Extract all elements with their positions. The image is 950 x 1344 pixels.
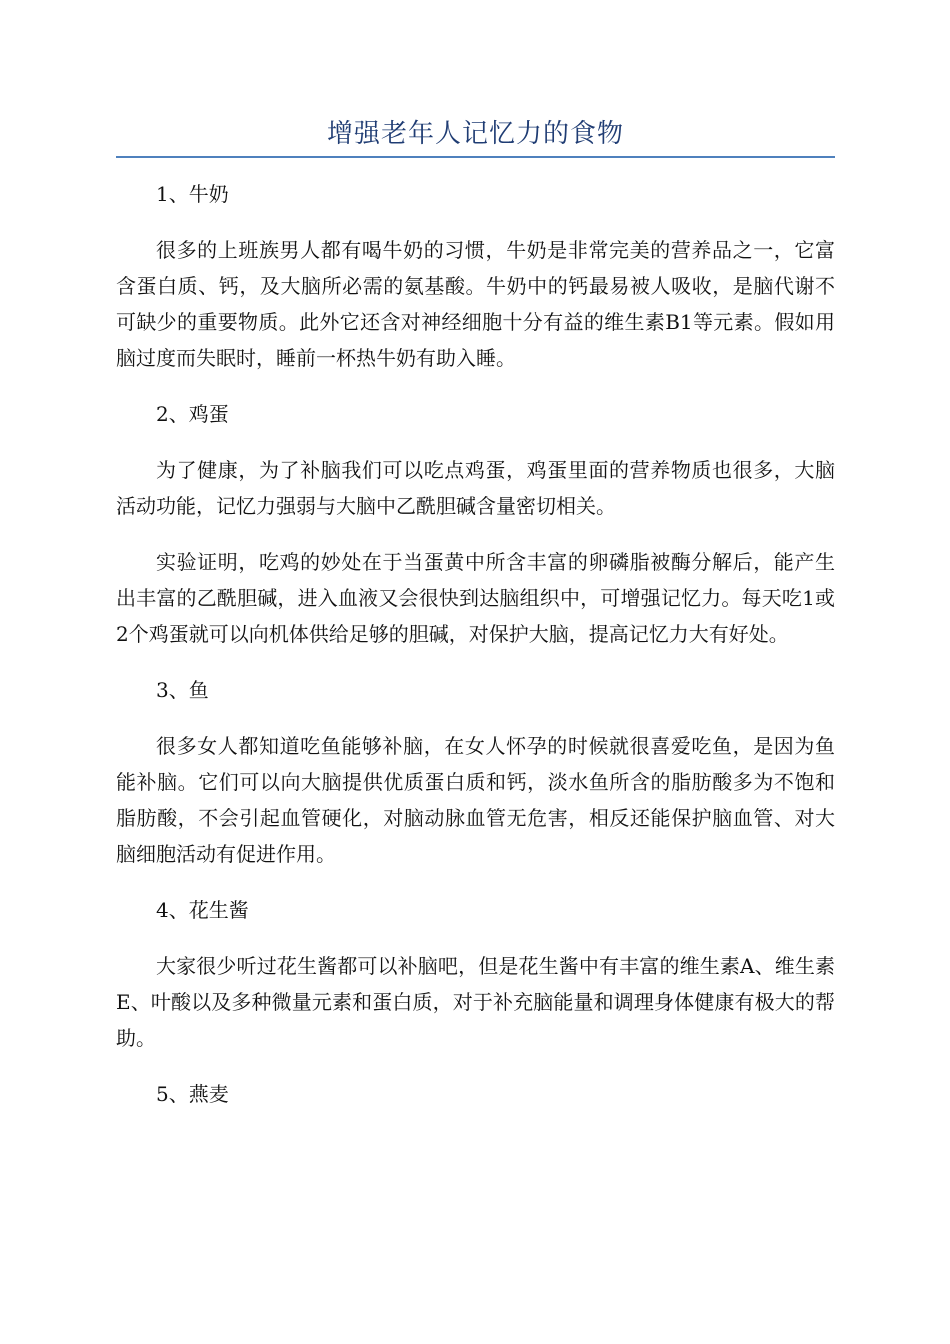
paragraph-milk: 很多的上班族男人都有喝牛奶的习惯，牛奶是非常完美的营养品之一，它富含蛋白质、钙，及大脑所必需的氨基酸。牛奶中的钙最易被人吸收，是脑代谢不可缺少的重要物质。此外它还含对神经细胞十分有益的维生素B1等元素。假如用脑过度而失眠时，睡前一杯热牛奶有助入睡。 [116, 238, 835, 370]
section-heading-egg: 2、鸡蛋 [156, 402, 229, 426]
paragraph-peanut-butter: 大家很少听过花生酱都可以补脑吧，但是花生酱中有丰富的维生素A、维生素E、叶酸以及多种微量元素和蛋白质，对于补充脑能量和调理身体健康有极大的帮助。 [116, 954, 835, 1050]
paragraph-egg-2: 实验证明，吃鸡的妙处在于当蛋黄中所含丰富的卵磷脂被酶分解后，能产生出丰富的乙酰胆碱，进入血液又会很快到达脑组织中，可增强记忆力。每天吃1或2个鸡蛋就可以向机体供给足够的胆碱，对保护大脑，提高记忆力大有好处。 [116, 550, 835, 646]
title-block [116, 112, 835, 158]
document-title: 增强老年人记忆力的食物 [326, 119, 624, 149]
section-heading-peanut-butter: 4、花生酱 [156, 898, 249, 922]
paragraph-fish: 很多女人都知道吃鱼能够补脑，在女人怀孕的时候就很喜爱吃鱼，是因为鱼能补脑。它们可以向大脑提供优质蛋白质和钙，淡水鱼所含的脂肪酸多为不饱和脂肪酸，不会引起血管硬化，对脑动脉血管无危害，相反还能保护脑血管、对大脑细胞活动有促进作用。 [116, 734, 835, 866]
section-heading-oats: 5、燕麦 [156, 1082, 229, 1106]
section-heading-milk: 1、牛奶 [156, 182, 229, 206]
document-body [116, 176, 835, 1132]
paragraph-egg-1: 为了健康，为了补脑我们可以吃点鸡蛋，鸡蛋里面的营养物质也很多，大脑活动功能，记忆力强弱与大脑中乙酰胆碱含量密切相关。 [116, 458, 835, 518]
section-heading-fish: 3、鱼 [156, 678, 209, 702]
